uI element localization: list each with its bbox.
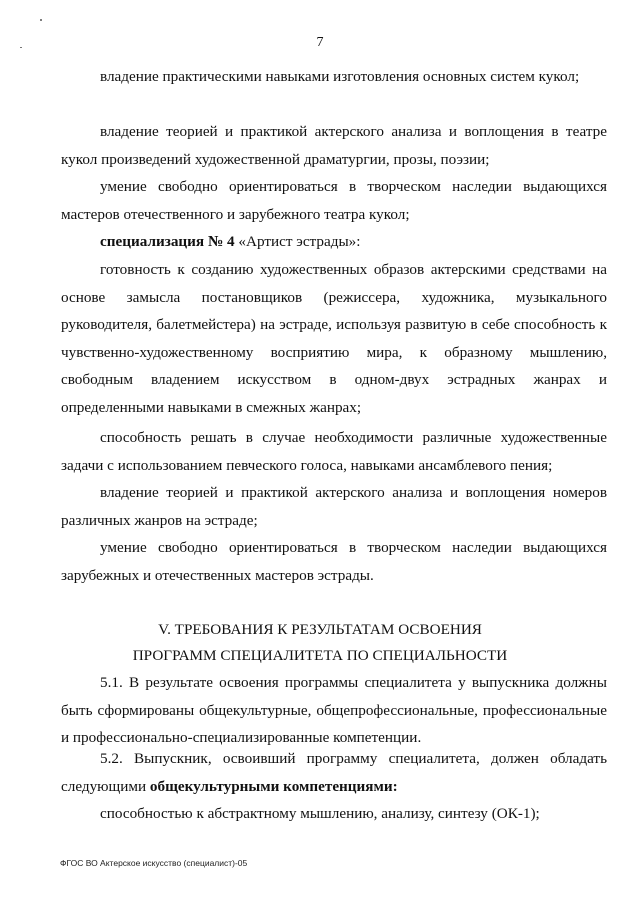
general-cultural-competences-label: общекультурными компетенциями: — [149, 777, 398, 795]
paragraph-puppet-theatre-analysis: владение теорией и практикой актерского анализа и воплощения в театре кукол произведений художественной драматургии, прозы, поэзии; — [61, 123, 607, 168]
paragraph-variety-heritage: умение свободно ориентироваться в творческом наследии выдающихся зарубежных и отечественных мастеров эстрады. — [61, 539, 607, 584]
paragraph-puppet-theatre-heritage: умение свободно ориентироваться в творческом наследии выдающихся мастеров отечественного и зарубежного театра кукол; — [61, 178, 607, 223]
specialization-4-heading — [61, 228, 607, 256]
paragraph-dolls-systems: владение практическими навыками изготовления основных систем кукол; — [100, 68, 580, 85]
paragraph-singing-voice: способность решать в случае необходимости различные художественные задачи с использованием певческого голоса, навыками ансамблевого пения; — [61, 429, 607, 474]
section-heading-line-1: V. ТРЕБОВАНИЯ К РЕЗУЛЬТАТАМ ОСВОЕНИЯ — [158, 621, 482, 638]
paragraph-5-1: 5.1. В результате освоения программы специалитета у выпускника должны быть сформированы общекультурные, общепрофессиональные, профессиональные и профессионально-специализированные компетенции. — [61, 674, 607, 746]
document-footer: ФГОС ВО Актерское искусство (специалист)-05 — [60, 858, 248, 868]
paragraph-ok-1: способностью к абстрактному мышлению, анализу, синтезу (ОК-1); — [100, 805, 540, 822]
paragraph-5-2-text: 5.2. Выпускник, освоивший программу специалитета, должен обладать следующими — [61, 750, 607, 795]
page-number: 7 — [316, 35, 324, 50]
paragraph-variety-readiness: готовность к созданию художественных образов актерскими средствами на основе замысла постановщиков (режиссера, художника, музыкального руководителя, балетмейстера) на эстраде, используя развитую в себе способность к чувственно-художественному восприятию мира, к образному мышлению, свободным владением искусством в одном-двух эстрадных жанрах и определенными навыками в смежных жанрах; — [61, 261, 607, 416]
paragraph-5-2 — [61, 745, 607, 800]
scan-artifact-dot — [40, 19, 42, 21]
specialization-4-title: «Артист эстрады»: — [234, 233, 361, 250]
paragraph-variety-analysis: владение теорией и практикой актерского анализа и воплощения номеров различных жанров на эстраде; — [61, 484, 607, 529]
specialization-4-label: специализация № 4 — [100, 233, 235, 250]
section-heading-line-2: ПРОГРАММ СПЕЦИАЛИТЕТА ПО СПЕЦИАЛЬНОСТИ — [132, 647, 508, 664]
